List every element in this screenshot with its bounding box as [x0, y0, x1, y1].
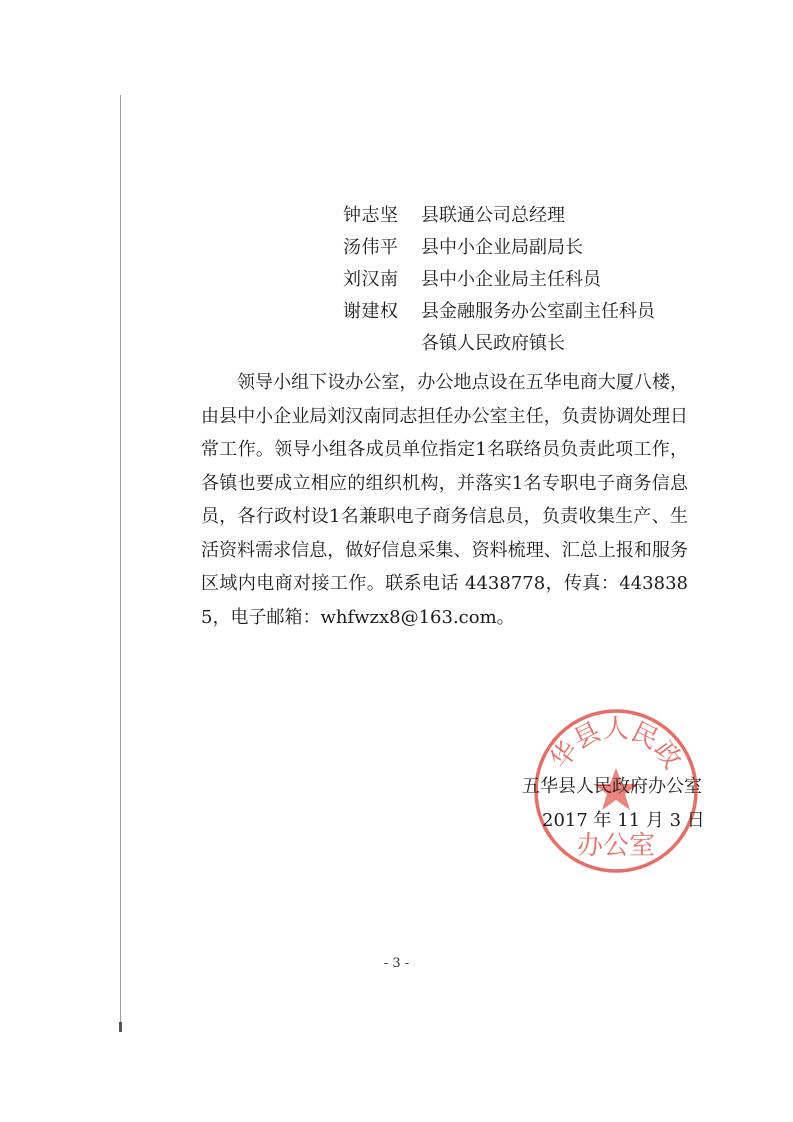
member-role: 县中小企业局副局长 — [421, 237, 583, 258]
member-list — [343, 200, 655, 360]
member-row — [343, 200, 655, 232]
office-paragraph: 领导小组下设办公室，办公地点设在五华电商大厦八楼，由县中小企业局刘汉南同志担任办公室主任，负责协调处理日常工作。领导小组各成员单位指定1名联络员负责此项工作，各镇也要成立相应的组织机构，并落实1名专职电子商务信息员，各行政村设1名兼职电子商务信息员，负责收集生产、生活资料需求信息，做好信息采集、资料梳理、汇总上报和服务区域内电商对接工作。联系电话 4438778，传真：4438385，电子邮箱：whfwzx8@163.com。 — [201, 372, 688, 628]
member-role: 县联通公司总经理 — [421, 205, 565, 226]
binding-margin-mark — [119, 1022, 122, 1032]
seal-arc-text: 华县人民政 — [544, 714, 688, 775]
member-role: 各镇人民政府镇长 — [421, 333, 565, 354]
signature-org: 五华县人民政府办公室 — [522, 776, 702, 797]
signature-date: 2017 年 11 月 3 日 — [542, 810, 705, 831]
member-role: 县中小企业局主任科员 — [421, 269, 601, 290]
seal-bottom-text: 办公室 — [576, 831, 656, 861]
member-row — [343, 328, 655, 360]
member-name: 刘汉南 — [343, 269, 399, 290]
member-name: 钟志坚 — [343, 205, 399, 226]
member-name — [343, 328, 415, 360]
body-text — [201, 366, 688, 634]
binding-margin-line — [120, 95, 121, 1027]
member-name: 谢建权 — [343, 301, 399, 322]
member-role: 县金融服务办公室副主任科员 — [421, 301, 655, 322]
svg-text:华县人民政 — [545, 714, 687, 774]
member-row — [343, 264, 655, 296]
member-name: 汤伟平 — [343, 237, 399, 258]
member-row — [343, 232, 655, 264]
member-row — [343, 296, 655, 328]
page-number: - 3 - — [383, 956, 410, 971]
